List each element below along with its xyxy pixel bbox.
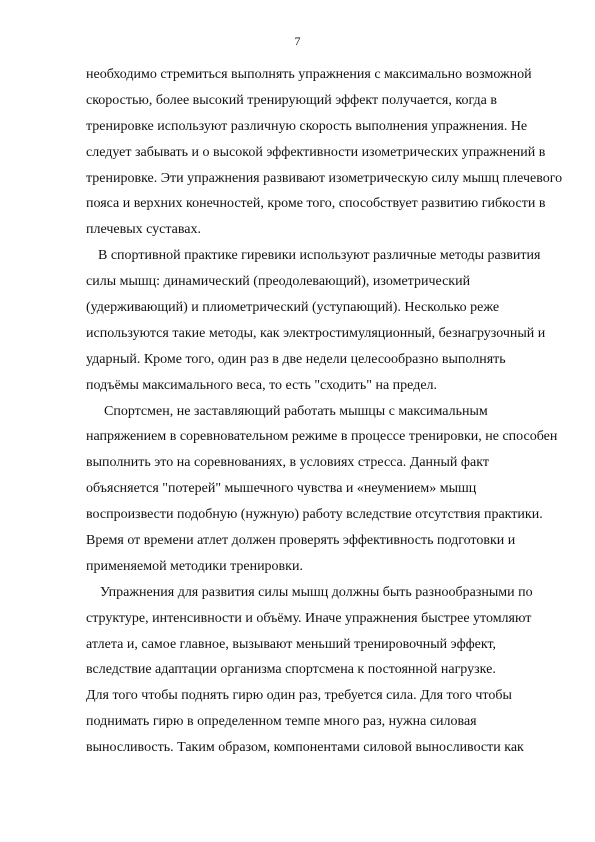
text-line: структуре, интенсивности и объёму. Иначе упражнения быстрее утомляют: [86, 610, 532, 626]
text-line: силы мышц: динамический (преодолевающий), изометрический: [86, 274, 471, 290]
paragraph-4: [86, 580, 546, 761]
text-line: (удерживающий) и плиометрический (уступающий). Несколько реже: [86, 300, 500, 316]
text-line: скоростью, более высокий тренирующий эффект получается, когда в: [86, 92, 497, 108]
text-line: Упражнения для развития силы мышц должны быть разнообразными по: [100, 584, 533, 600]
text-line: объясняется "потерей" мышечного чувства и «неумением» мышц: [86, 481, 477, 497]
paragraph-1: [86, 62, 563, 243]
text-line: В спортивной практике гиревики используют различные методы развития: [98, 248, 541, 264]
text-line: выносливость. Таким образом, компонентами силовой выносливости как: [86, 740, 524, 756]
text-line: поднимать гирю в определенном темпе много раз, нужна силовая: [86, 714, 477, 730]
text-line: тренировке используют различную скорость выполнения упражнения. Не: [86, 118, 528, 134]
text-line: применяемой методики тренировки.: [86, 558, 303, 574]
text-line: вследствие адаптации организма спортсмена к постоянной нагрузке.: [86, 662, 496, 678]
paragraph-3: [86, 399, 558, 580]
paragraph-2: [86, 243, 546, 398]
text-line: ударный. Кроме того, один раз в две недели целесообразно выполнять: [86, 351, 506, 367]
text-line: подъёмы максимального веса, то есть "сходить" на предел.: [86, 377, 438, 393]
text-line: следует забывать и о высокой эффективности изометрических упражнений в: [86, 144, 546, 160]
body-text: [86, 62, 563, 761]
text-line: плечевых суставах.: [86, 222, 202, 238]
text-line: Время от времени атлет должен проверять эффективность подготовки и: [86, 533, 516, 549]
page-number: 7: [294, 34, 301, 48]
text-line: напряжением в соревновательном режиме в процессе тренировки, не способен: [86, 429, 558, 445]
text-line: Спортсмен, не заставляющий работать мышцы с максимальным: [104, 403, 488, 419]
text-line: используются такие методы, как электростимуляционный, безнагрузочный и: [86, 325, 546, 341]
text-line: атлета и, самое главное, вызывают меньший тренировочный эффект,: [86, 636, 497, 652]
text-line: Для того чтобы поднять гирю один раз, требуется сила. Для того чтобы: [86, 688, 512, 704]
text-line: выполнить это на соревнованиях, в условиях стресса. Данный факт: [86, 455, 489, 471]
text-line: необходимо стремиться выполнять упражнения с максимально возможной: [86, 67, 532, 82]
text-line: воспроизвести подобную (нужную) работу вследствие отсутствия практики.: [86, 507, 543, 523]
text-line: тренировке. Эти упражнения развивают изометрическую силу мышц плечевого: [86, 170, 563, 186]
text-line: пояса и верхних конечностей, кроме того, способствует развитию гибкости в: [86, 196, 546, 212]
